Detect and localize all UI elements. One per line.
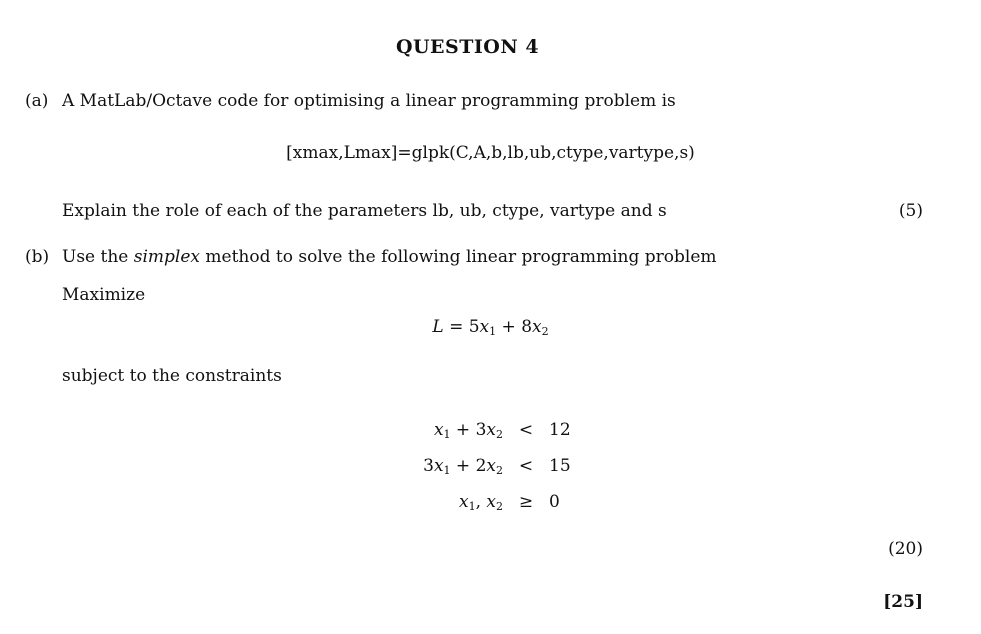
constraint-lhs: $x_1 + 3x_2$ bbox=[433, 420, 503, 441]
constraints-table bbox=[396, 412, 589, 520]
constraint-rhs: 12 bbox=[549, 420, 571, 440]
constraint-row bbox=[396, 448, 589, 484]
constraint-rhs: 15 bbox=[549, 456, 571, 476]
part-a-intro: A MatLab/Octave code for optimising a linear programming problem is bbox=[62, 91, 676, 111]
objective-sub2: 2 bbox=[541, 325, 549, 338]
intro-text-after: method to solve the following linear programming problem bbox=[200, 247, 717, 267]
constraint-row bbox=[396, 484, 589, 520]
matlab-code-line: [xmax,Lmax]=glpk(C,A,b,lb,ub,ctype,vartype,s) bbox=[286, 143, 695, 163]
part-b-intro bbox=[62, 247, 717, 267]
part-b-marks: (20) bbox=[888, 539, 923, 559]
constraint-relation: < bbox=[518, 420, 534, 440]
part-a-label: (a) bbox=[25, 91, 49, 111]
objective-var1: x bbox=[479, 317, 490, 337]
intro-text-before: Use the bbox=[62, 247, 134, 267]
constraint-row bbox=[396, 412, 589, 448]
objective-sub1: 1 bbox=[489, 325, 497, 338]
part-b-label: (b) bbox=[25, 247, 50, 267]
subject-to-label: subject to the constraints bbox=[62, 366, 282, 386]
constraint-lhs: $x_1$, $x_2$ bbox=[459, 492, 503, 513]
constraint-relation: ≥ bbox=[518, 492, 534, 512]
maximize-label: Maximize bbox=[62, 285, 146, 305]
constraint-relation: < bbox=[518, 456, 534, 476]
objective-mid: + 8 bbox=[496, 317, 533, 337]
objective-lhs: L bbox=[432, 317, 444, 337]
objective-function bbox=[0, 317, 981, 337]
part-a-marks: (5) bbox=[898, 201, 923, 221]
objective-var2: x bbox=[532, 317, 542, 337]
objective-eq: = 5 bbox=[443, 317, 480, 337]
constraint-rhs: 0 bbox=[549, 492, 560, 512]
question-title: QUESTION 4 bbox=[395, 36, 540, 58]
simplex-emphasis: simplex bbox=[133, 247, 201, 267]
part-a-task: Explain the role of each of the parameters lb, ub, ctype, vartype and s bbox=[62, 201, 667, 221]
constraint-lhs: $3x_1 + 2x_2$ bbox=[423, 456, 503, 477]
total-marks: [25] bbox=[883, 592, 923, 612]
